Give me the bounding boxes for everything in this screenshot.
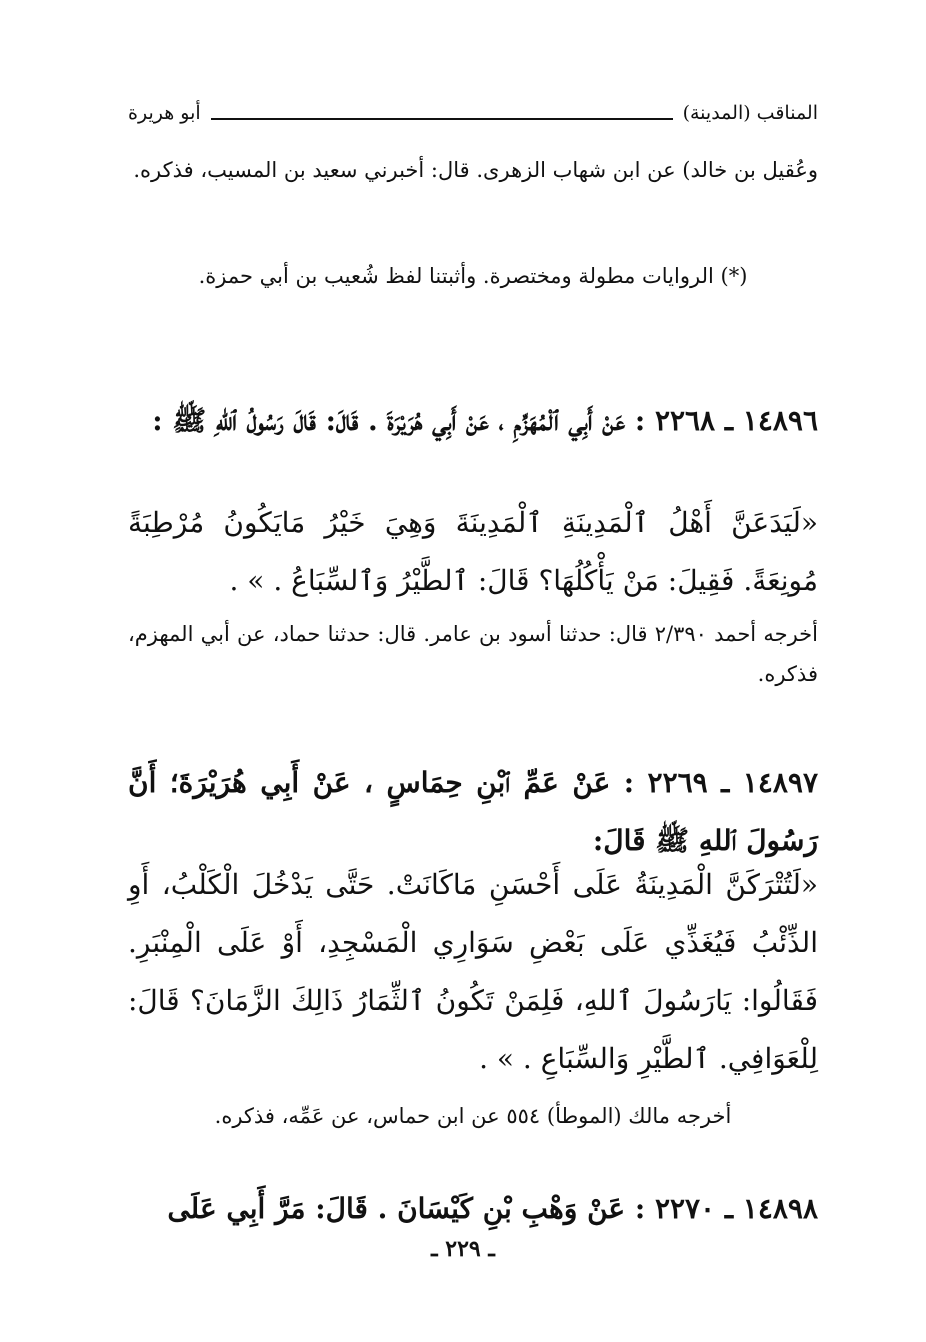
header-chapter-title: المناقب (المدينة) (682, 102, 818, 124)
hadith-14898-title: ١٤٨٩٨ ـ ٢٢٧٠ : عَنْ وَهْبِ بْنِ كَيْسَانَ . قَالَ: مَرَّ أَبِي عَلَى (167, 1192, 818, 1225)
header-rule (211, 118, 673, 120)
page-number: ـ ٢٢٩ ـ (431, 1236, 495, 1262)
running-header (128, 96, 818, 130)
footnote: (*) الروايات مطولة ومختصرة. وأثبتنا لفظ شُعيب بن أبي حمزة. (198, 264, 748, 288)
continuation-paragraph: وعُقيل بن خالد) عن ابن شهاب الزهرى. قال: أخبرني سعيد بن المسيب، فذكره. (133, 158, 818, 182)
hadith-14897-source: أخرجه مالك (الموطأ) ٥٥٤ عن ابن حماس، عن عَمِّه، فذكره. (214, 1104, 732, 1128)
hadith-14897-title: ١٤٨٩٧ ـ ٢٢٦٩ : عَنْ عَمِّ ٱبْنِ حِمَاسٍ ، عَنْ أَبِي هُرَيْرَةَ؛ أَنَّ رَسُولَ ٱللهِ ﷺ قَالَ: (128, 766, 818, 857)
hadith-14896-source: أخرجه أحمد ٢/٣٩٠ قال: حدثنا أسود بن عامر. قال: حدثنا حماد، عن أبي المهزم، فذكره. (128, 622, 818, 686)
header-narrator-name: أبو هريرة (128, 102, 201, 124)
hadith-14896-text: «لَيَدَعَنَّ أَهْلُ ٱلْمَدِينَةِ ٱلْمَدِينَةَ وَهِيَ خَيْرُ مَايَكُونُ مُرْطِبَةً مُونِعَةً. فَقِيلَ: مَنْ يَأْكُلُهَا؟ قَالَ: ٱلطَّيْرُ وَٱلسِّبَاعُ . » . (128, 506, 818, 597)
hadith-14897-text: «لَتُتْرَكَنَّ الْمَدِينَةُ عَلَى أَحْسَنِ مَاكَانَتْ. حَتَّى يَدْخُلَ الْكَلْبُ، أَوِ الذِّئْبُ فَيُغَذِّي عَلَى بَعْضِ سَوَارِي الْمَسْجِدِ، أَوْ عَلَى الْمِنْبَرِ. فَقَالُوا: يَارَسُولَ ٱللهِ، فَلِمَنْ تَكُونُ ٱلثِّمَارُ ذَالِكَ الزَّمَانَ؟ قَالَ: لِلْعَوَافِي. ٱلطَّيْرِ وَالسِّبَاعِ . » . (128, 868, 818, 1075)
hadith-14896-title: ١٤٨٩٦ ـ ٢٢٦٨ : عَنْ أَبِي ٱلْمُهَزِّمِ ، عَنْ أَبِي هُرَيْرَةَ . قَالَ: قَالَ رَسُولُ ٱللهِ ﷺ : (152, 404, 818, 437)
